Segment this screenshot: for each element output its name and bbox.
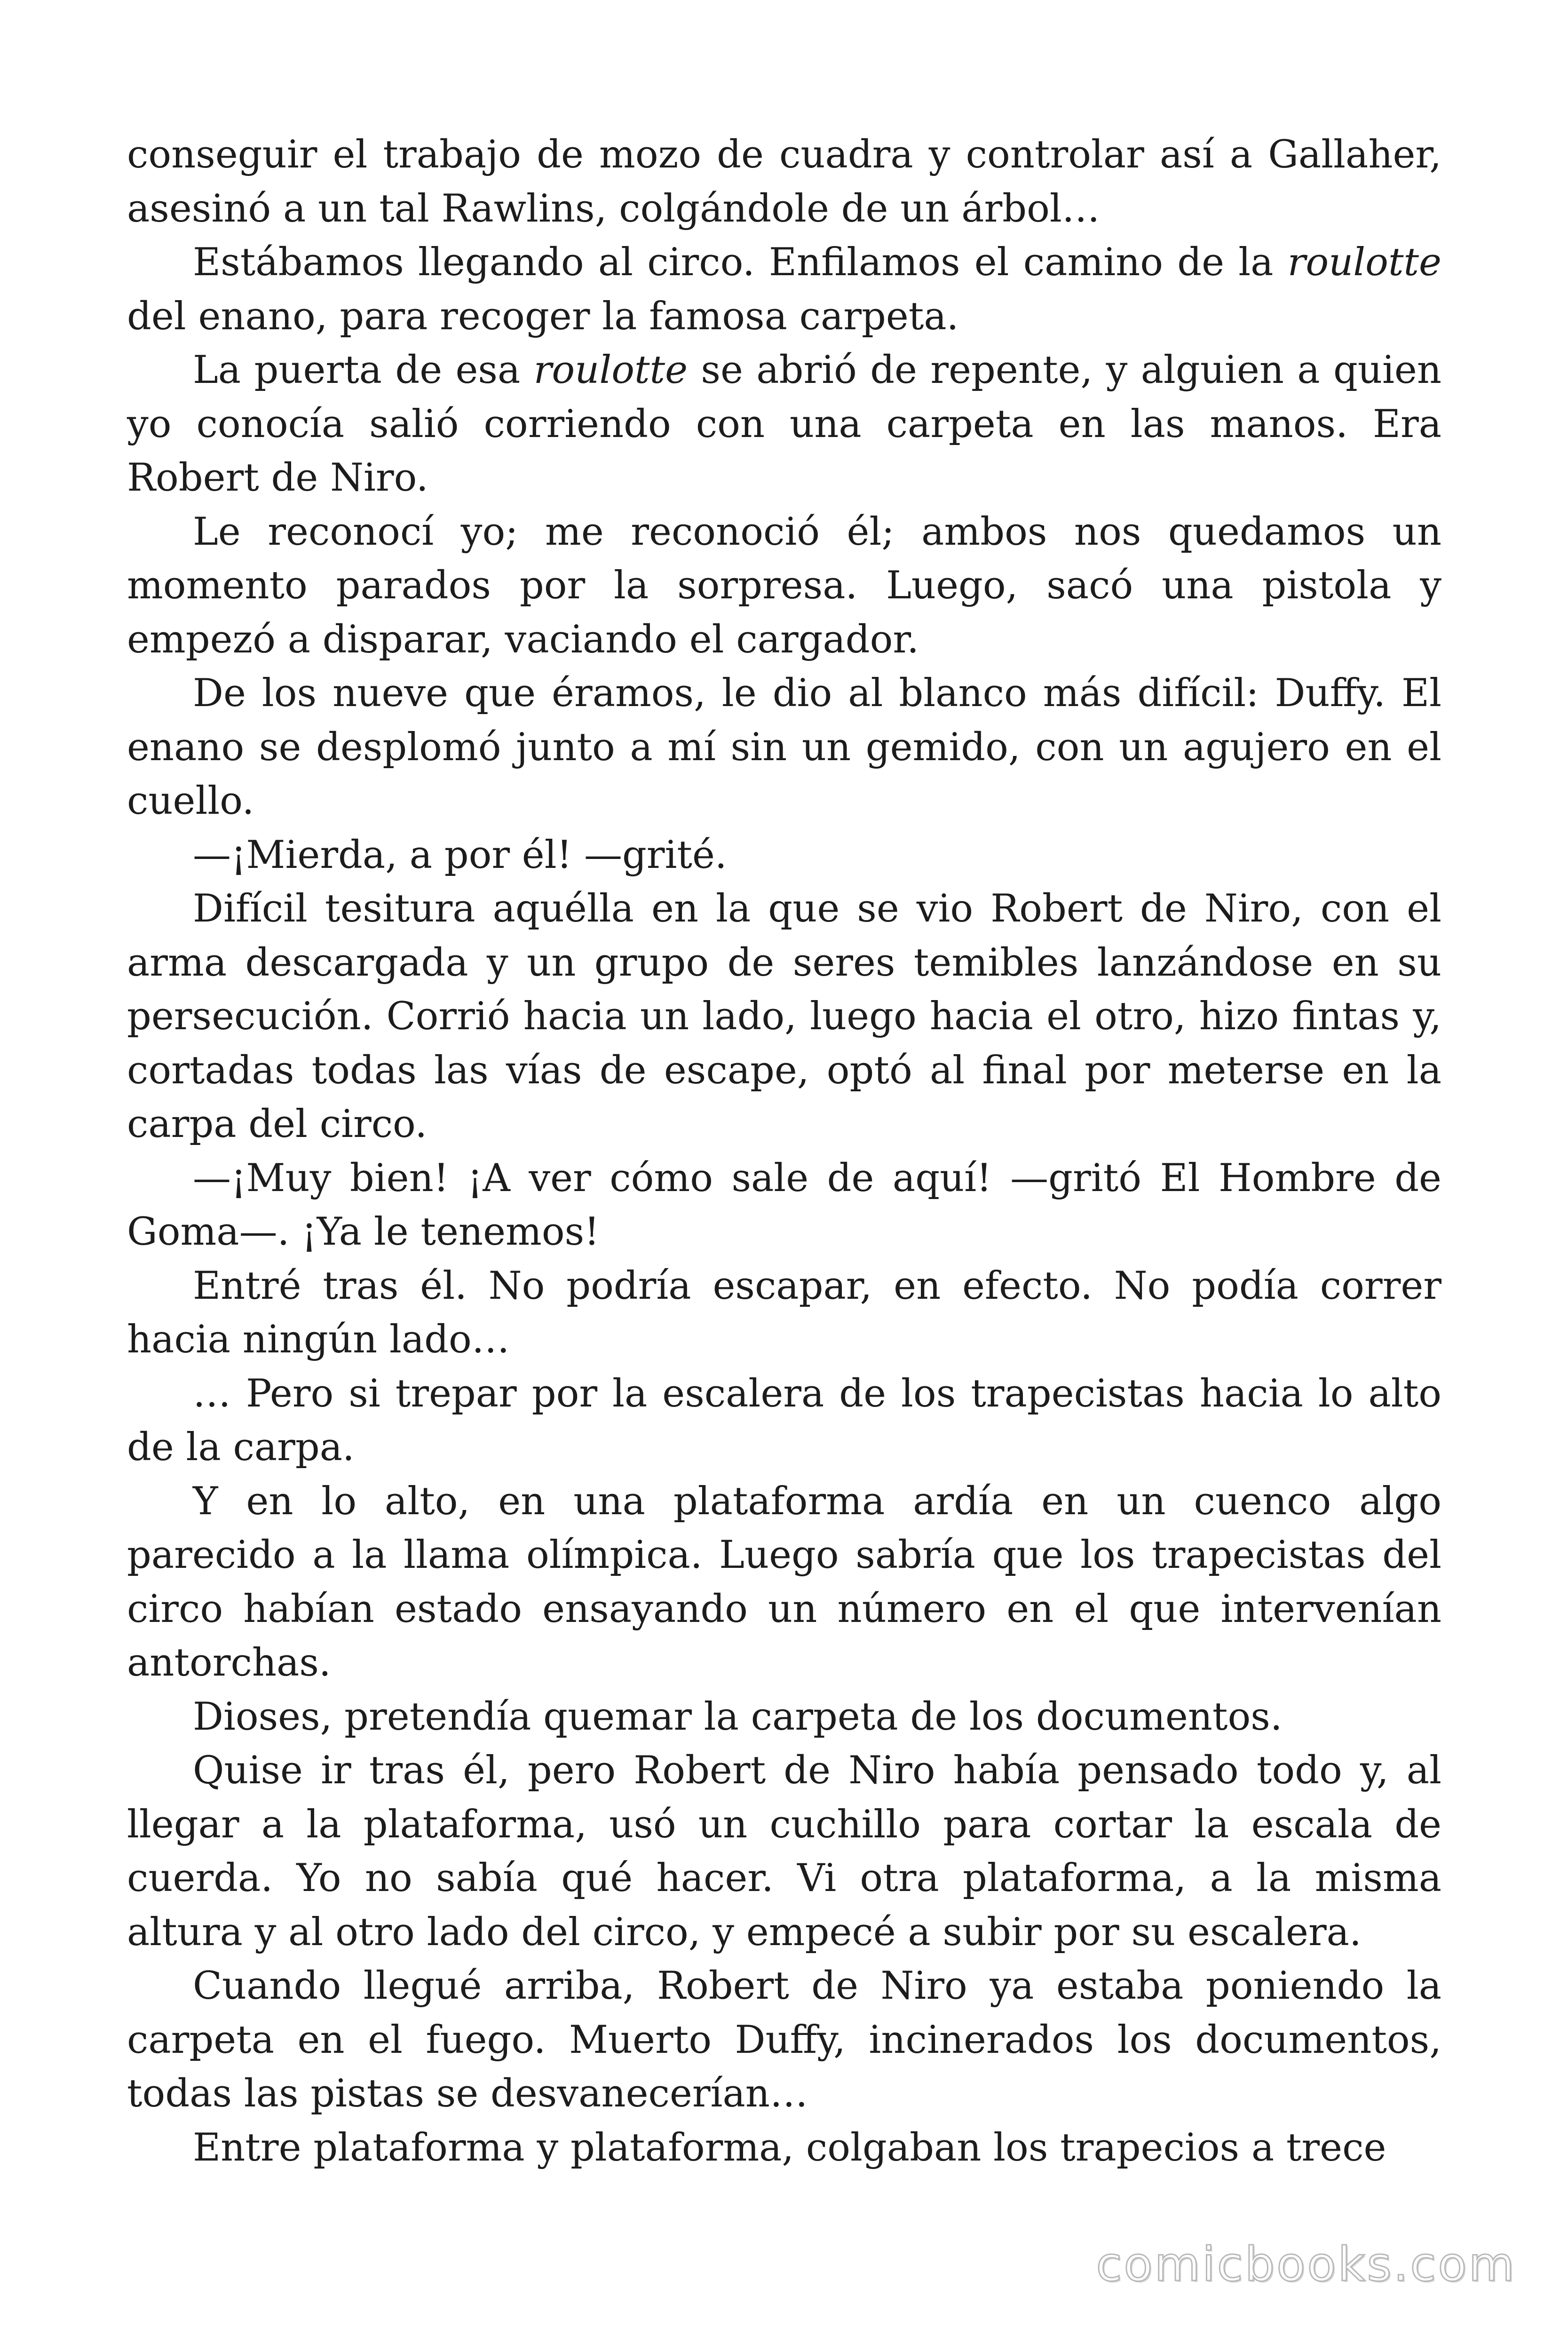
paragraph: —¡Mierda, a por él! —grité. [193, 833, 727, 877]
paragraph: Y en lo alto, en una plataforma ardía en un cuenco algo parecido a la llama olímpica. Luego sabría que los trapecistas del circo habían estado ensayando un número en el que intervenían antorchas. [127, 1479, 1441, 1685]
paragraph: La puerta de esa roulotte se abrió de repente, y alguien a quien yo conocía salió corriendo con una carpeta en las manos. Era Robert de Niro. [127, 348, 1441, 500]
paragraph: Difícil tesitura aquélla en la que se vio Robert de Niro, con el arma descargada y un grupo de seres temibles lanzándose en su persecución. Corrió hacia un lado, luego hacia el otro, hizo fintas y, cortadas todas las vías de escape, optó al final por meterse en la carpa del circo. [127, 887, 1441, 1146]
paragraph: Dioses, pretendía quemar la carpeta de los documentos. [193, 1694, 1283, 1739]
watermark-logo: comicbooks.com [1096, 2237, 1516, 2292]
paragraph: Le reconocí yo; me reconoció él; ambos nos quedamos un momento parados por la sorpresa. Luego, sacó una pistola y empezó a disparar, vaciando el cargador. [127, 509, 1441, 662]
paragraph: Entre plataforma y plataforma, colgaban los trapecios a trece [193, 2125, 1386, 2170]
paragraph: —¡Muy bien! ¡A ver cómo sale de aquí! —gritó El Hombre de Goma—. ¡Ya le tenemos! [127, 1156, 1441, 1254]
paragraph: De los nueve que éramos, le dio al blanco más difícil: Duffy. El enano se desplomó junto a mí sin un gemido, con un agujero en el cuello. [127, 671, 1441, 823]
italic-word: roulotte [533, 348, 688, 392]
paragraph: Cuando llegué arriba, Robert de Niro ya estaba poniendo la carpeta en el fuego. Muerto Duffy, incinerados los documentos, todas las pistas se desvanecerían… [127, 1964, 1441, 2116]
body-text [127, 128, 1441, 2175]
paragraph: Entré tras él. No podría escapar, en efecto. No podía correr hacia ningún lado… [127, 1263, 1441, 1362]
paragraph: Estábamos llegando al circo. Enfilamos el camino de la roulotte del enano, para recoger la famosa carpeta. [127, 240, 1441, 339]
paragraph: … Pero si trepar por la escalera de los trapecistas hacia lo alto de la carpa. [127, 1371, 1441, 1470]
italic-word: roulotte [1287, 240, 1441, 285]
paragraph: conseguir el trabajo de mozo de cuadra y controlar así a Gallaher, asesinó a un tal Rawlins, colgándole de un árbol… [127, 133, 1441, 231]
paragraph: Quise ir tras él, pero Robert de Niro había pensado todo y, al llegar a la plataforma, usó un cuchillo para cortar la escala de cuerda. Yo no sabía qué hacer. Vi otra plataforma, a la misma altura y al otro lado del circo, y empecé a subir por su escalera. [127, 1748, 1441, 1955]
